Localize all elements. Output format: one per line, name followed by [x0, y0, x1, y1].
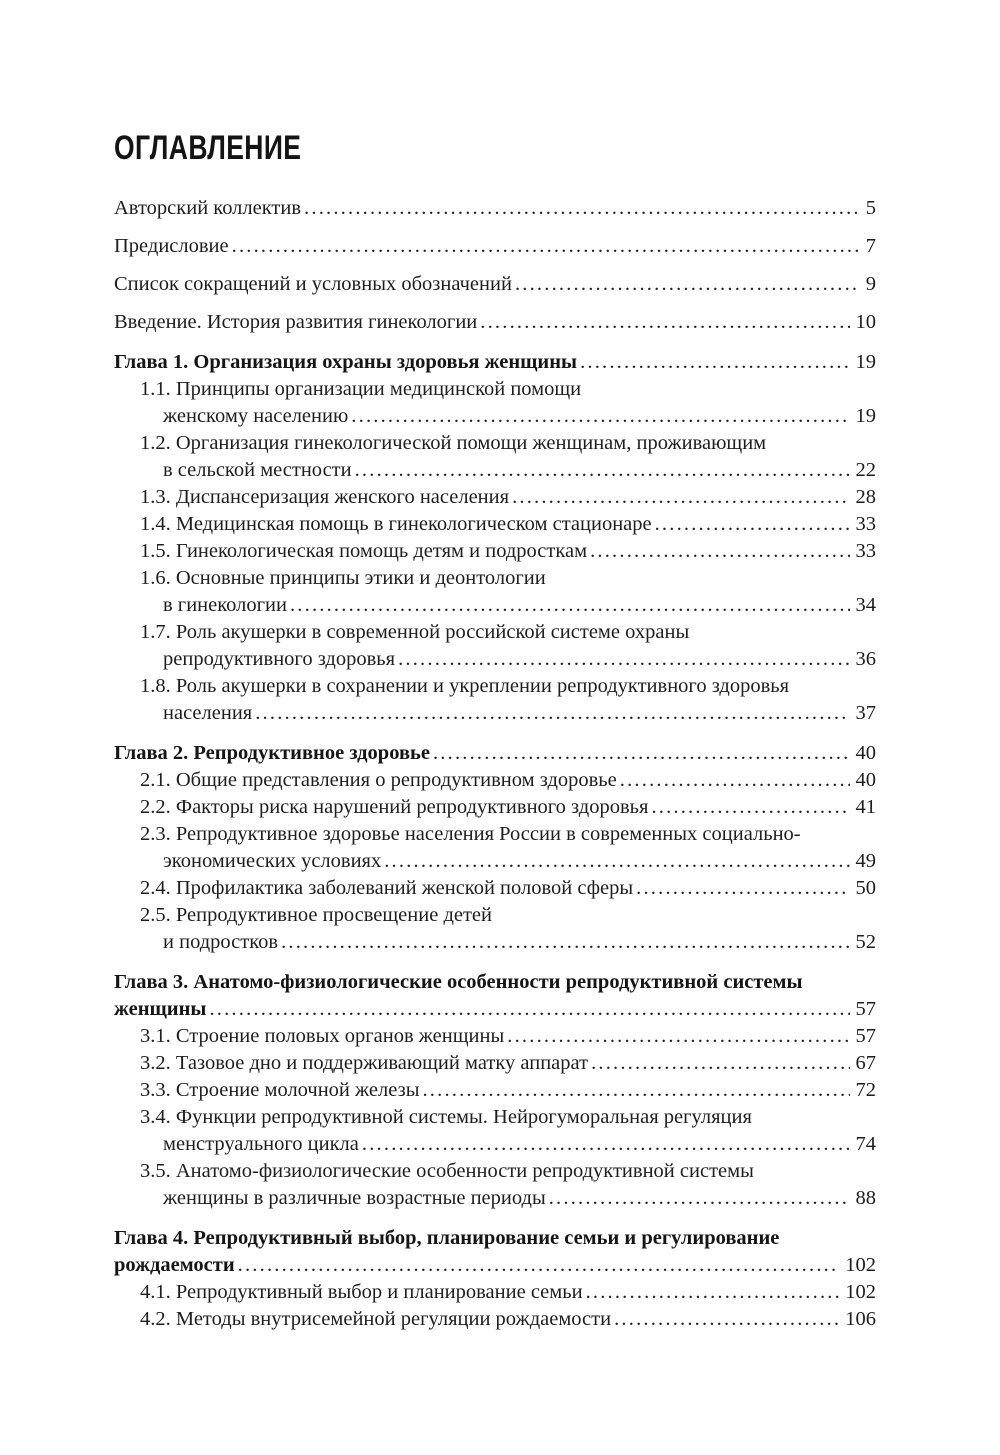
dot-leader — [651, 794, 849, 821]
toc-line — [114, 875, 876, 902]
page-number: 5 — [865, 197, 876, 220]
toc-line — [114, 271, 876, 298]
toc-entry — [114, 1306, 876, 1333]
dot-leader — [255, 700, 849, 727]
toc-line — [114, 592, 876, 619]
entry-text: Авторский коллектив — [114, 197, 302, 220]
toc-line — [114, 996, 876, 1023]
page-number: 37 — [855, 702, 876, 725]
entry-text: репродуктивного здоровья — [163, 648, 396, 671]
entry-text: 1.3. Диспансеризация женского населения — [140, 486, 510, 509]
entry-text: 2.3. Репродуктивное здоровье населения России в современных социально- — [140, 823, 801, 846]
entry-text: 1.6. Основные принципы этики и деонтологии — [140, 567, 546, 590]
toc-line — [114, 1104, 876, 1131]
dot-leader — [362, 1131, 850, 1158]
page-number: 72 — [855, 1079, 876, 1102]
dot-leader — [614, 1306, 839, 1333]
entry-text: женскому населению — [163, 405, 349, 428]
dot-leader — [422, 1077, 849, 1104]
toc-entry — [114, 484, 876, 511]
toc-line — [114, 646, 876, 673]
entry-text: 2.4. Профилактика заболеваний женской половой сферы — [140, 877, 634, 900]
page-number: 49 — [855, 850, 876, 873]
page-title: ОГЛАВЛЕНИЕ — [114, 129, 302, 167]
dot-leader — [304, 195, 860, 222]
entry-text: и подростков — [163, 931, 279, 954]
entry-text: 4.1. Репродуктивный выбор и планирование семьи — [140, 1281, 583, 1304]
toc-line — [114, 929, 876, 956]
toc-entry — [114, 1225, 876, 1279]
page-number: 67 — [855, 1052, 876, 1075]
entry-text: 3.3. Строение молочной железы — [140, 1079, 420, 1102]
toc-line — [114, 1050, 876, 1077]
toc-line — [114, 1158, 876, 1185]
dot-leader — [591, 1050, 849, 1077]
page-number: 28 — [855, 486, 876, 509]
page-number: 88 — [855, 1187, 876, 1210]
page-number: 102 — [845, 1254, 876, 1277]
toc-entry — [114, 376, 876, 430]
entry-text: Глава 3. Анатомо-физиологические особенности репродуктивной системы — [114, 971, 803, 994]
page-number: 52 — [855, 931, 876, 954]
page-number: 33 — [855, 540, 876, 563]
toc-entry — [114, 195, 876, 222]
entry-text: рождаемости — [114, 1254, 235, 1277]
entry-text: менструального цикла — [163, 1133, 359, 1156]
dot-leader — [586, 1279, 840, 1306]
toc-line — [114, 430, 876, 457]
page-number: 7 — [865, 235, 876, 258]
toc-line — [114, 1252, 876, 1279]
dot-leader — [620, 767, 850, 794]
toc-content — [114, 130, 876, 1333]
toc-line — [114, 969, 876, 996]
dot-leader — [580, 349, 849, 376]
toc-line — [114, 565, 876, 592]
dot-leader — [433, 740, 850, 767]
toc-entry — [114, 619, 876, 673]
toc-entry — [114, 767, 876, 794]
toc-line — [114, 195, 876, 222]
page-number: 34 — [855, 594, 876, 617]
toc-entry — [114, 349, 876, 376]
entry-text: 3.1. Строение половых органов женщины — [140, 1025, 505, 1048]
dot-leader — [515, 271, 860, 298]
entry-text: 2.2. Факторы риска нарушений репродуктивного здоровья — [140, 796, 649, 819]
page-number: 50 — [855, 877, 876, 900]
toc-entry — [114, 233, 876, 260]
entry-text: Предисловие — [114, 235, 229, 258]
toc-line — [114, 673, 876, 700]
toc-line — [114, 848, 876, 875]
toc-line — [114, 376, 876, 403]
toc-line — [114, 794, 876, 821]
toc-list — [114, 195, 876, 1333]
page-number: 10 — [855, 311, 876, 334]
toc-entry — [114, 309, 876, 336]
toc-line — [114, 821, 876, 848]
toc-line — [114, 767, 876, 794]
dot-leader — [232, 233, 860, 260]
toc-line — [114, 1077, 876, 1104]
dot-leader — [655, 511, 850, 538]
entry-text: 1.4. Медицинская помощь в гинекологическом стационаре — [140, 513, 652, 536]
entry-text: Глава 4. Репродуктивный выбор, планирование семьи и регулирование — [114, 1227, 780, 1250]
page-number: 9 — [865, 273, 876, 296]
dot-leader — [549, 1185, 850, 1212]
page-number: 40 — [855, 742, 876, 765]
entry-text: Список сокращений и условных обозначений — [114, 273, 512, 296]
toc-line — [114, 1131, 876, 1158]
page-number: 57 — [855, 998, 876, 1021]
toc-entry — [114, 740, 876, 767]
toc-entry — [114, 1279, 876, 1306]
toc-line — [114, 403, 876, 430]
entry-text: 1.7. Роль акушерки в современной российской системе охраны — [140, 621, 690, 644]
toc-entry — [114, 1077, 876, 1104]
dot-leader — [384, 848, 849, 875]
entry-text: экономических условиях — [163, 850, 382, 873]
entry-text: 1.2. Организация гинекологической помощи женщинам, проживающим — [140, 432, 767, 455]
toc-entry — [114, 565, 876, 619]
page-number: 33 — [855, 513, 876, 536]
page-number: 102 — [845, 1281, 876, 1304]
dot-leader — [480, 309, 849, 336]
toc-line — [114, 484, 876, 511]
page-number: 41 — [855, 796, 876, 819]
toc-line — [114, 538, 876, 565]
entry-text: в гинекологии — [163, 594, 287, 617]
page-number: 36 — [855, 648, 876, 671]
dot-leader — [590, 538, 849, 565]
page-number: 40 — [855, 769, 876, 792]
entry-text: 3.2. Тазовое дно и поддерживающий матку аппарат — [140, 1052, 589, 1075]
toc-entry — [114, 673, 876, 727]
dot-leader — [281, 929, 849, 956]
entry-text: 1.5. Гинекологическая помощь детям и подросткам — [140, 540, 588, 563]
toc-entry — [114, 1158, 876, 1212]
entry-text: 3.5. Анатомо-физиологические особенности репродуктивной системы — [140, 1160, 754, 1183]
toc-entry — [114, 821, 876, 875]
page-number: 106 — [845, 1308, 876, 1331]
toc-line — [114, 619, 876, 646]
toc-line — [114, 1185, 876, 1212]
toc-entry — [114, 1023, 876, 1050]
toc-line — [114, 1306, 876, 1333]
toc-entry — [114, 1050, 876, 1077]
toc-line — [114, 233, 876, 260]
toc-line — [114, 1023, 876, 1050]
dot-leader — [636, 875, 849, 902]
entry-text: 1.1. Принципы организации медицинской помощи — [140, 378, 582, 401]
toc-line — [114, 740, 876, 767]
toc-line — [114, 349, 876, 376]
toc-entry — [114, 969, 876, 1023]
toc-entry — [114, 875, 876, 902]
dot-leader — [209, 996, 849, 1023]
entry-text: 1.8. Роль акушерки в сохранении и укреплении репродуктивного здоровья — [140, 675, 790, 698]
entry-text: женщины в различные возрастные периоды — [163, 1187, 546, 1210]
page-number: 22 — [855, 459, 876, 482]
dot-leader — [355, 457, 850, 484]
page-number: 19 — [855, 351, 876, 374]
toc-line — [114, 700, 876, 727]
toc-line — [114, 511, 876, 538]
toc-line — [114, 1225, 876, 1252]
toc-entry — [114, 794, 876, 821]
entry-text: 4.2. Методы внутрисемейной регуляции рождаемости — [140, 1308, 612, 1331]
entry-text: 3.4. Функции репродуктивной системы. Нейрогуморальная регуляция — [140, 1106, 752, 1129]
dot-leader — [398, 646, 849, 673]
entry-text: 2.5. Репродуктивное просвещение детей — [140, 904, 493, 927]
toc-entry — [114, 902, 876, 956]
dot-leader — [507, 1023, 849, 1050]
entry-text: в сельской местности — [163, 459, 352, 482]
toc-entry — [114, 1104, 876, 1158]
toc-line — [114, 1279, 876, 1306]
toc-entry — [114, 511, 876, 538]
toc-line — [114, 902, 876, 929]
dot-leader — [290, 592, 850, 619]
toc-line — [114, 309, 876, 336]
page-number: 57 — [855, 1025, 876, 1048]
entry-text: Глава 2. Репродуктивное здоровье — [114, 742, 430, 765]
dot-leader — [238, 1252, 840, 1279]
entry-text: Глава 1. Организация охраны здоровья женщины — [114, 351, 578, 374]
entry-text: населения — [163, 702, 253, 725]
entry-text: 2.1. Общие представления о репродуктивном здоровье — [140, 769, 617, 792]
page-number: 19 — [855, 405, 876, 428]
toc-entry — [114, 538, 876, 565]
entry-text: женщины — [114, 998, 207, 1021]
entry-text: Введение. История развития гинекологии — [114, 311, 478, 334]
toc-entry — [114, 271, 876, 298]
toc-entry — [114, 430, 876, 484]
dot-leader — [512, 484, 849, 511]
dot-leader — [351, 403, 849, 430]
toc-line — [114, 457, 876, 484]
page-number: 74 — [855, 1133, 876, 1156]
